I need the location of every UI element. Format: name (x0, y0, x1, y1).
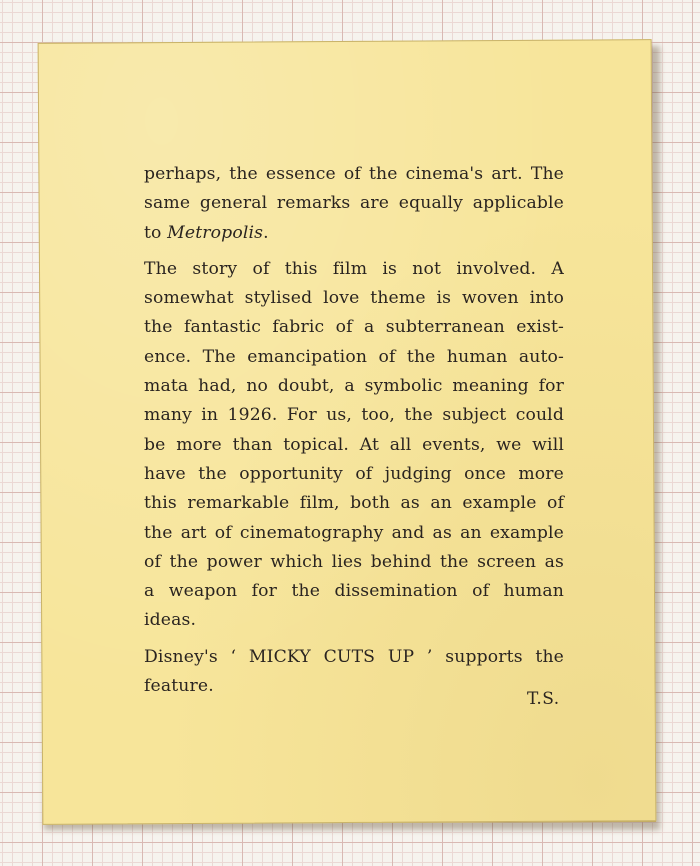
text-line: have the opportunity of judging once more (144, 463, 564, 484)
paragraph-3 (144, 643, 564, 702)
text-line: be more than topical. At all events, we will (144, 434, 564, 455)
text-line: Disney's ‘ MICKY CUTS UP ’ supports the (144, 646, 564, 667)
text-fragment: . (263, 222, 269, 243)
body-text (144, 160, 564, 701)
signature-initials: T.S. (527, 689, 560, 709)
text-line: the art of cinematography and as an example (144, 522, 564, 543)
text-line: this remarkable film, both as an example of (144, 493, 564, 514)
text-line: The story of this film is not involved. A (144, 258, 564, 279)
text-line: of the power which lies behind the screen as (144, 551, 564, 572)
text-fragment: to (144, 222, 168, 243)
paragraph-2 (144, 255, 564, 636)
paragraph-1 (144, 160, 564, 248)
text-line (144, 219, 564, 248)
text-line: ideas. (144, 610, 197, 631)
text-line: perhaps, the essence of the cinema's art. The (144, 164, 564, 184)
text-line: a weapon for the dissemination of human (144, 581, 564, 602)
text-line: the fantastic fabric of a subterranean exist- (144, 317, 564, 338)
text-line: same general remarks are equally applicable (144, 193, 564, 214)
text-line: feature. (144, 676, 214, 697)
film-title: Metropolis (167, 222, 264, 243)
text-line: ence. The emancipation of the human auto- (144, 346, 564, 367)
text-line: mata had, no doubt, a symbolic meaning for (144, 376, 564, 397)
text-line: somewhat stylised love theme is woven into (144, 288, 564, 309)
text-line: many in 1926. For us, too, the subject could (144, 405, 564, 426)
